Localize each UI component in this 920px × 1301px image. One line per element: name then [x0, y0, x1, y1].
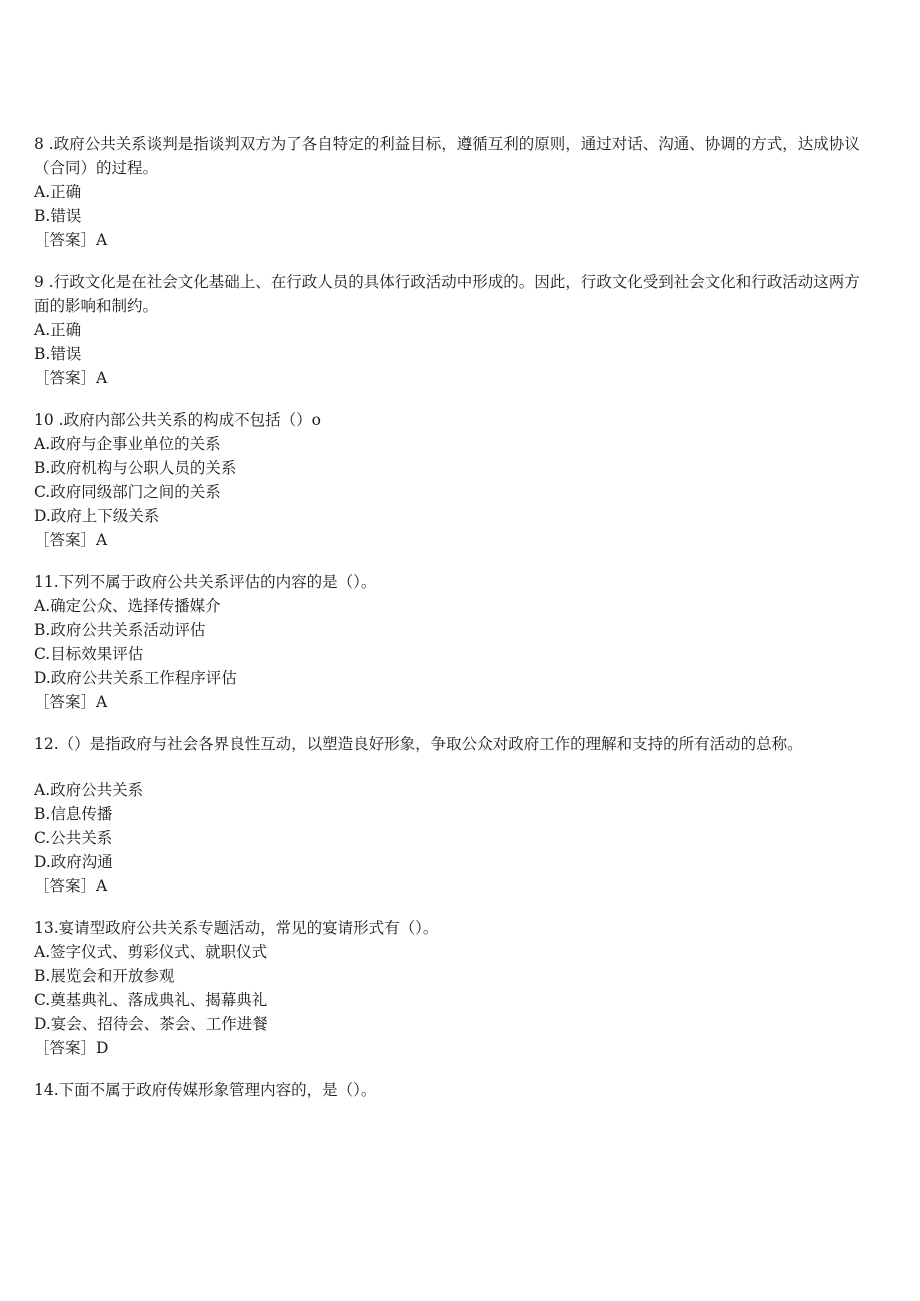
- option-c: C.政府同级部门之间的关系: [34, 483, 221, 501]
- answer-label: ［答案］A: [34, 369, 108, 387]
- document-body: [34, 132, 874, 1102]
- option-a: A.签字仪式、剪彩仪式、就职仪式: [34, 943, 268, 961]
- option-c: C.公共关系: [34, 829, 113, 847]
- option-b: B.错误: [34, 345, 82, 363]
- option-b: B.政府机构与公职人员的关系: [34, 459, 237, 477]
- option-a: A.正确: [34, 321, 82, 339]
- question-stem: 8 .政府公共关系谈判是指谈判双方为了各自特定的利益目标，遵循互利的原则，通过对话、沟通、协调的方式，达成协议（合同）的过程。: [34, 135, 860, 177]
- option-d: D.宴会、招待会、茶会、工作进餐: [34, 1015, 268, 1033]
- option-c: C.目标效果评估: [34, 645, 144, 663]
- option-b: B.政府公共关系活动评估: [34, 621, 206, 639]
- question-stem: 11.下列不属于政府公共关系评估的内容的是（）。: [34, 573, 377, 591]
- answer-label: ［答案］A: [34, 877, 108, 895]
- option-a: A.政府公共关系: [34, 781, 144, 799]
- question-11: [34, 570, 874, 714]
- answer-label: ［答案］D: [34, 1039, 109, 1057]
- option-a: A.政府与企事业单位的关系: [34, 435, 221, 453]
- question-9: [34, 270, 874, 390]
- option-b: B.展览会和开放参观: [34, 967, 175, 985]
- question-8: [34, 132, 874, 252]
- option-d: D.政府沟通: [34, 853, 113, 871]
- answer-label: ［答案］A: [34, 693, 108, 711]
- option-d: D.政府上下级关系: [34, 507, 160, 525]
- answer-label: ［答案］A: [34, 531, 108, 549]
- question-stem: 13.宴请型政府公共关系专题活动，常见的宴请形式有（）。: [34, 919, 439, 937]
- blank-line: [34, 756, 874, 778]
- question-stem: 9 .行政文化是在社会文化基础上、在行政人员的具体行政活动中形成的。因此，行政文化受到社会文化和行政活动这两方面的影响和制约。: [34, 273, 860, 315]
- question-14-stem: 14.下面不属于政府传媒形象管理内容的，是（）。: [34, 1081, 377, 1099]
- option-a: A.确定公众、选择传播媒介: [34, 597, 221, 615]
- answer-label: ［答案］A: [34, 231, 108, 249]
- question-stem: 12.（）是指政府与社会各界良性互动，以塑造良好形象，争取公众对政府工作的理解和支持的所有活动的总称。: [34, 735, 803, 753]
- option-b: B.错误: [34, 207, 82, 225]
- option-d: D.政府公共关系工作程序评估: [34, 669, 237, 687]
- option-b: B.信息传播: [34, 805, 113, 823]
- option-a: A.正确: [34, 183, 82, 201]
- question-stem: 10 .政府内部公共关系的构成不包括（）o: [34, 411, 321, 429]
- question-12: [34, 732, 874, 898]
- question-13: [34, 916, 874, 1060]
- option-c: C.奠基典礼、落成典礼、揭幕典礼: [34, 991, 268, 1009]
- question-10: [34, 408, 874, 552]
